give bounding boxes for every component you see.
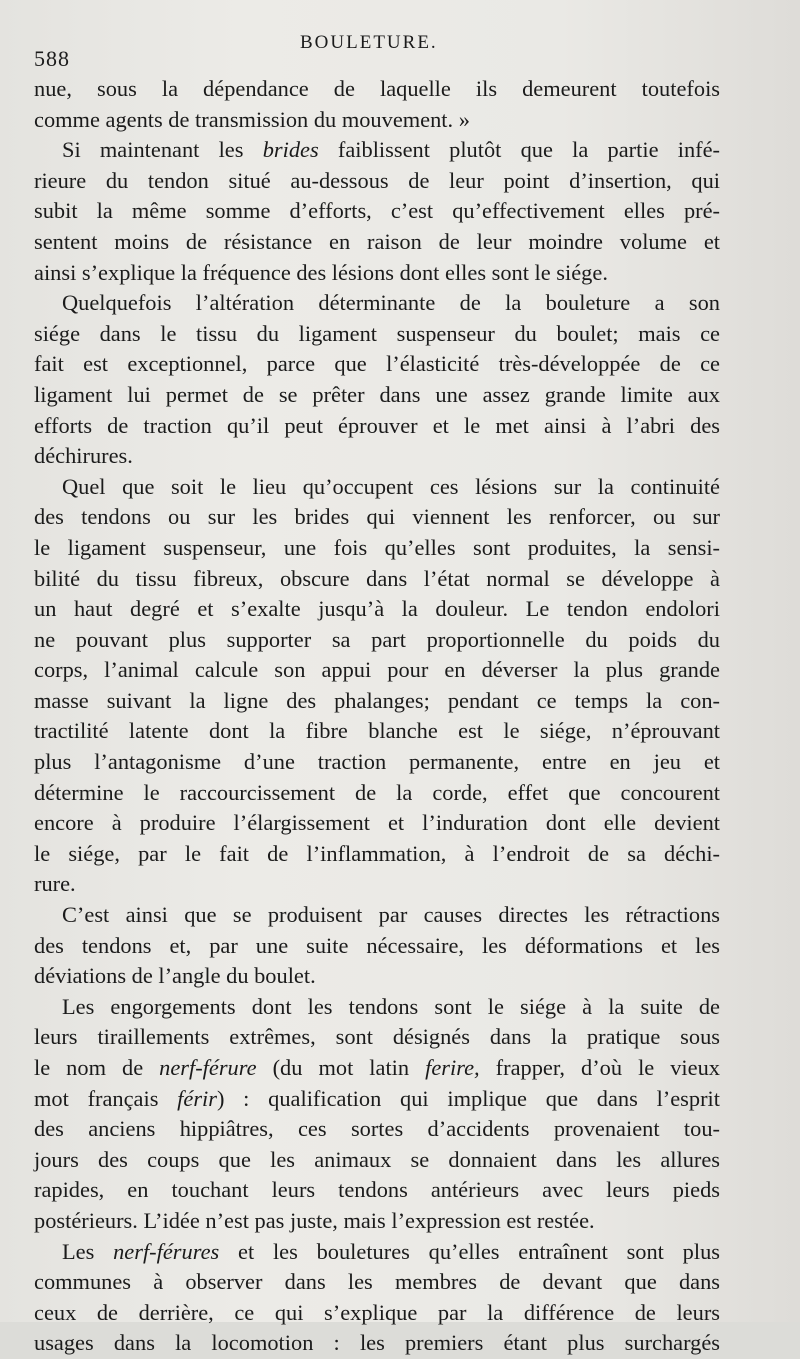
text-run: Les bbox=[62, 1238, 114, 1264]
text-run: fait est exceptionnel, parce que l’élasticité très-développée de ce bbox=[34, 351, 720, 377]
text-run: plus l’antagonisme d’une traction permanente, entre en jeu et bbox=[34, 749, 720, 775]
text-run: détermine le raccourcissement de la corde, effet que concourent bbox=[34, 779, 720, 805]
text-run: et les bouletures qu’elles entraînent sont plus bbox=[219, 1238, 720, 1264]
text-run: déviations de l’angle du boulet. bbox=[34, 963, 316, 989]
text-run: encore à produire l’élargissement et l’induration dont elle devient bbox=[34, 810, 720, 836]
text-run: ceux de derrière, ce qui s’explique par la différence de leurs bbox=[34, 1299, 720, 1325]
text-line bbox=[34, 992, 720, 1023]
text-line bbox=[34, 778, 720, 809]
text-line bbox=[34, 808, 720, 839]
text-run: ainsi s’explique la fréquence des lésions dont elles sont le siége. bbox=[34, 259, 608, 285]
text-run: frapper, d’où le vieux bbox=[479, 1055, 720, 1080]
italic-text: férir bbox=[177, 1085, 217, 1111]
text-run: C’est ainsi que se produisent par causes directes les rétractions bbox=[62, 902, 720, 928]
text-run: masse suivant la ligne des phalanges; pendant ce temps la con- bbox=[34, 687, 720, 713]
text-line bbox=[34, 1114, 720, 1145]
text-line bbox=[34, 625, 720, 656]
body-text bbox=[34, 74, 720, 1359]
text-run: efforts de traction qu’il peut éprouver et le met ainsi à l’abri des bbox=[34, 412, 720, 438]
text-run: sentent moins de résistance en raison de leur moindre volume et bbox=[34, 228, 720, 254]
text-line bbox=[34, 1022, 720, 1053]
text-run: rieure du tendon situé au-dessous de leur point d’insertion, qui bbox=[34, 167, 720, 193]
text-run: rapides, en touchant leurs tendons antérieurs avec leurs pieds bbox=[34, 1177, 720, 1203]
text-line bbox=[34, 1175, 720, 1206]
text-line bbox=[34, 441, 720, 472]
text-line bbox=[34, 74, 720, 105]
text-line bbox=[34, 380, 720, 411]
italic-text: ferire, bbox=[425, 1055, 480, 1080]
text-run: comme agents de transmission du mouvement. » bbox=[34, 106, 470, 132]
text-line bbox=[34, 135, 720, 166]
text-line bbox=[34, 472, 720, 503]
text-run: le nom de bbox=[34, 1055, 160, 1080]
text-run: le siége, par le fait de l’inflammation, à l’endroit de sa déchi- bbox=[34, 840, 720, 866]
text-run: déchirures. bbox=[34, 443, 133, 469]
text-line bbox=[34, 594, 720, 625]
text-line bbox=[34, 411, 720, 442]
text-run: communes à observer dans les membres de devant que dans bbox=[34, 1269, 720, 1295]
text-line bbox=[34, 839, 720, 870]
text-run: postérieurs. L’idée n’est pas juste, mais l’expression est restée. bbox=[34, 1207, 595, 1233]
text-line bbox=[34, 196, 720, 227]
text-line bbox=[34, 1267, 720, 1298]
text-run: nue, sous la dépendance de laquelle ils demeurent toutefois bbox=[34, 76, 720, 101]
text-run: (du mot latin bbox=[256, 1055, 426, 1080]
text-run: jours des coups que les animaux se donnaient dans les allures bbox=[34, 1146, 720, 1172]
italic-text: nerf-férures bbox=[113, 1238, 220, 1264]
text-line bbox=[34, 716, 720, 747]
text-run: usages dans la locomotion : les premiers étant plus surchargés bbox=[34, 1330, 720, 1356]
text-run: Quel que soit le lieu qu’occupent ces lésions sur la continuité bbox=[62, 473, 720, 499]
text-line bbox=[34, 931, 720, 962]
page-number: 588 bbox=[34, 46, 70, 71]
text-run: siége dans le tissu du ligament suspenseur du boulet; mais ce bbox=[34, 320, 720, 346]
text-run: un haut degré et s’exalte jusqu’à la douleur. Le tendon endolori bbox=[34, 596, 720, 622]
text-line bbox=[34, 533, 720, 564]
text-line bbox=[34, 1084, 720, 1115]
text-line bbox=[34, 1206, 720, 1237]
text-line bbox=[34, 105, 720, 136]
text-line bbox=[34, 166, 720, 197]
text-line bbox=[34, 1298, 720, 1329]
text-run: faiblissent plutôt que la partie infé- bbox=[318, 137, 720, 163]
text-run: des anciens hippiâtres, ces sortes d’accidents provenaient tou- bbox=[34, 1116, 720, 1142]
text-run: ligament lui permet de se prêter dans une assez grande limite aux bbox=[34, 381, 720, 407]
text-run: ne pouvant plus supporter sa part proportionnelle du poids du bbox=[34, 626, 720, 652]
text-run: bilité du tissu fibreux, obscure dans l’état normal se développe à bbox=[34, 565, 720, 591]
text-line bbox=[34, 502, 720, 533]
text-line bbox=[34, 1237, 720, 1268]
italic-text: brides bbox=[262, 137, 319, 163]
text-run: des tendons ou sur les brides qui viennent les renforcer, ou sur bbox=[34, 504, 720, 530]
text-run: Quelquefois l’altération déterminante de la bouleture a son bbox=[62, 290, 720, 316]
text-line bbox=[34, 258, 720, 289]
text-line bbox=[34, 961, 720, 992]
text-line bbox=[34, 747, 720, 778]
text-line bbox=[34, 1328, 720, 1359]
text-line bbox=[34, 900, 720, 931]
text-run: le ligament suspenseur, une fois qu’elles sont produites, la sensi- bbox=[34, 534, 720, 560]
text-line bbox=[34, 1145, 720, 1176]
text-line bbox=[34, 564, 720, 595]
text-line bbox=[34, 319, 720, 350]
text-line bbox=[34, 869, 720, 900]
text-run: Les engorgements dont les tendons sont le siége à la suite de bbox=[62, 993, 720, 1019]
text-run: subit la même somme d’efforts, c’est qu’effectivement elles pré- bbox=[34, 198, 720, 224]
text-line bbox=[34, 1053, 720, 1084]
text-run: leurs tiraillements extrêmes, sont désignés dans la pratique sous bbox=[34, 1024, 720, 1050]
text-line bbox=[34, 686, 720, 717]
page-header bbox=[0, 30, 800, 70]
text-run: Si maintenant les bbox=[62, 137, 263, 163]
text-line bbox=[34, 349, 720, 380]
text-run: des tendons et, par une suite nécessaire, les déformations et les bbox=[34, 932, 720, 958]
text-run: ) : qualification qui implique que dans l’esprit bbox=[216, 1085, 720, 1111]
text-run: corps, l’animal calcule son appui pour en déverser la plus grande bbox=[34, 657, 720, 683]
running-head: BOULETURE. bbox=[300, 32, 438, 53]
text-line bbox=[34, 227, 720, 258]
text-line bbox=[34, 655, 720, 686]
text-line bbox=[34, 288, 720, 319]
text-run: rure. bbox=[34, 871, 76, 897]
italic-text: nerf-férure bbox=[159, 1055, 257, 1080]
text-run: tractilité latente dont la fibre blanche est le siége, n’éprouvant bbox=[34, 718, 720, 744]
text-run: mot français bbox=[34, 1085, 178, 1111]
